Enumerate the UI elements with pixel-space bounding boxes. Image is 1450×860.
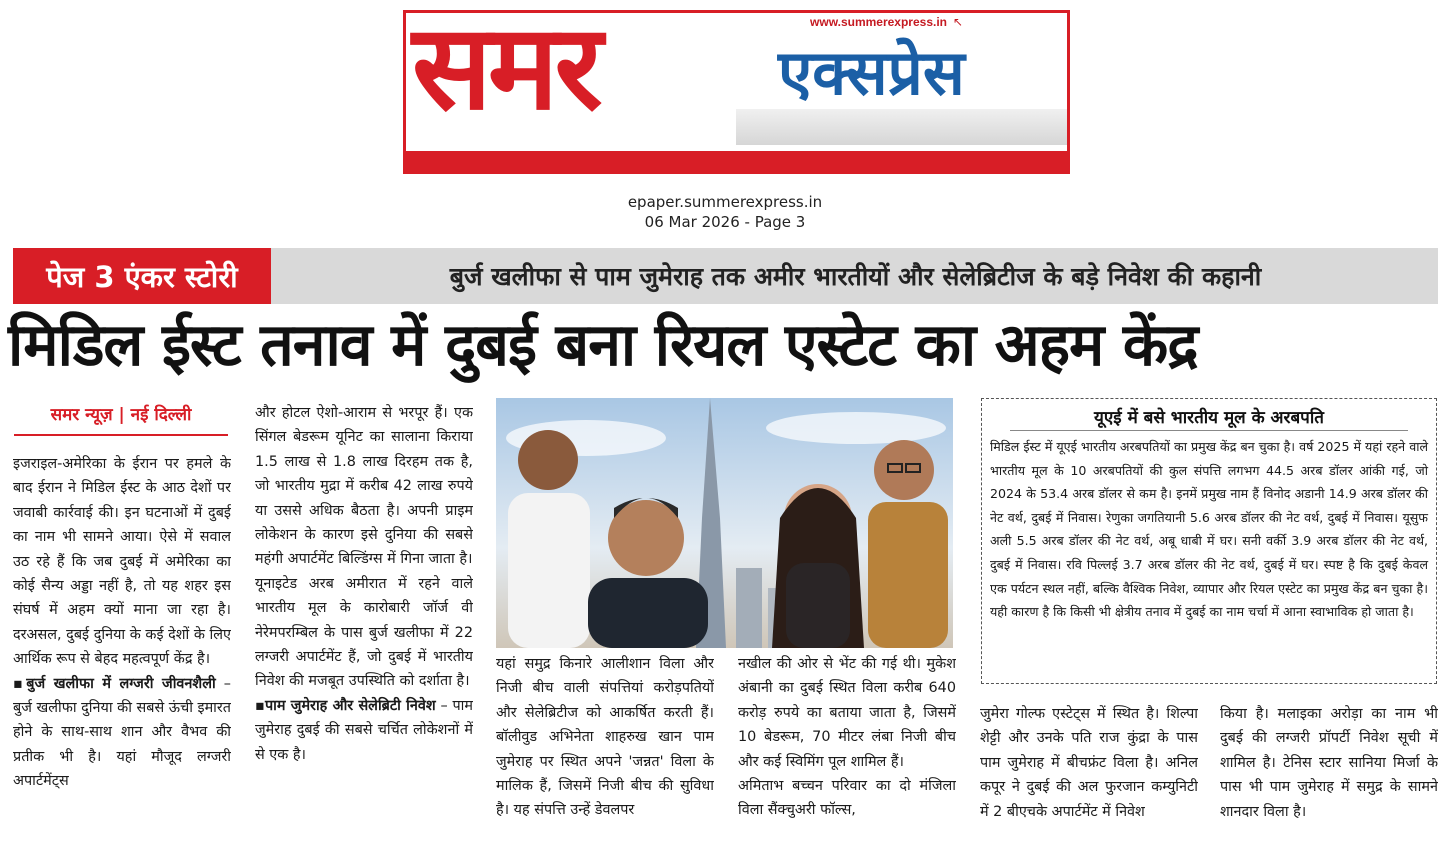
- article-column-1: [13, 452, 231, 857]
- article-paragraph: और होटल ऐशो-आराम से भरपूर हैं। एक सिंगल बेडरूम यूनिट का सालाना किराया 1.5 लाख से 1.8 लाख दिरहम तक है, जो भारतीय मुद्रा में करीब 42 लाख रुपये या उससे अधिक बैठता है। अपनी प्राइम लोकेशन के कारण इसे दुनिया की सबसे महंगी अपार्टमेंट बिल्डिंग्स में गिना जाता है।: [255, 405, 473, 568]
- photo-illustration: [496, 398, 953, 648]
- masthead-logo: [403, 0, 1070, 174]
- article-column-5: [980, 702, 1198, 857]
- story-byline: समर न्यूज़ | नई दिल्ली: [50, 405, 192, 425]
- box-body: मिडिल ईस्ट में यूएई भारतीय अरबपतियों का प्रमुख केंद्र बन चुका है। वर्ष 2025 में यहां रहने वाले भारतीय मूल के 10 अरबपतियों की कुल संपत्ति लगभग 44.5 अरब डॉलर आंकी गई, जो 2024 के 53.4 अरब डॉलर से कम है। इनमें प्रमुख नाम हैं विनोद अडानी 14.9 अरब डॉलर की नेट वर्थ, दुबई में निवास। रेणुका जगतियानी 5.6 अरब डॉलर की नेट वर्थ, दुबई में निवास। यूसुफ अली 5.5 अरब डॉलर की नेट वर्थ, अबू धाबी में घर। सनी वर्की 3.9 अरब डॉलर की नेट वर्थ, दुबई में निवास। रवि पिल्लई 3.7 अरब डॉलर की नेट वर्थ, दुबई में घर। स्पष्ट है कि दुबई केवल एक पर्यटन स्थल नहीं, बल्कि वैश्विक निवेश, व्यापार और रियल एस्टेट का प्रमुख केंद्र बन चुका है। यही कारण है कि किसी भी क्षेत्रीय तनाव में दुबई का नाम चर्चा में आना स्वाभाविक हो जाता है।: [990, 439, 1428, 620]
- article-paragraph: यूनाइटेड अरब अमीरात में रहने वाले भारतीय मूल के कारोबारी जॉर्ज वी नेरेमपरम्बिल के पास बुर्ज खलीफा में 22 लग्जरी अपार्टमेंट हैं, जो दुबई में भारतीय निवेश की मजबूत उपस्थिति को दर्शाता है।: [255, 575, 473, 690]
- story-kicker: बुर्ज खलीफा से पाम जुमेराह तक अमीर भारतीयों और सेलेब्रिटीज के बड़े निवेश की कहानी: [449, 262, 1262, 291]
- cursor-arrow-icon: ↖: [952, 15, 963, 29]
- box-title-rule: [1010, 430, 1408, 431]
- article-paragraph: – बुर्ज खलीफा दुनिया की सबसे ऊंची इमारत होने के साथ-साथ शान और वैभव की प्रतीक भी है। यहां मौजूद लग्जरी अपार्टमेंट्स: [13, 675, 231, 790]
- article-paragraph: इजराइल-अमेरिका के ईरान पर हमले के बाद ईरान ने मिडिल ईस्ट के आठ देशों पर जवाबी कार्रवाई की। इन घटनाओं में दुबई का नाम भी सामने आया। ऐसे में सवाल उठ रहे हैं कि जब दुबई में अमेरिका का कोई सैन्य अड्डा नहीं है, तो यह शहर इस संघर्ष में अहम क्यों माना जा रहा है। दरअसल, दुबई दुनिया के कई देशों के लिए आर्थिक रूप से बेहद महत्वपूर्ण केंद्र है।: [13, 456, 231, 668]
- article-paragraph: यहां समुद्र किनारे आलीशान विला और निजी बीच वाली संपत्तियां करोड़पतियों और सेलेब्रिटीज को आकर्षित करती हैं। बॉलीवुड अभिनेता शाहरुख खान पाम जुमेराह पर स्थित अपने 'जन्नत' विला के मालिक हैं, जिसमें निजी बीच की सुविधा है। यह संपत्ति उन्हें डेवलपर: [496, 656, 714, 819]
- article-column-2: [255, 401, 473, 857]
- masthead-website-link[interactable]: www.summerexpress.in: [810, 15, 947, 29]
- masthead-grey-band: [736, 109, 1067, 145]
- masthead-name-secondary: एक्सप्रेस: [778, 36, 965, 109]
- article-column-3: [496, 652, 714, 857]
- article-paragraph: किया है। मलाइका अरोड़ा का नाम भी दुबई की लग्जरी प्रॉपर्टी निवेश सूची में शामिल है। टेनिस स्टार सानिया मिर्जा के पास भी पाम जुमेराह में समुद्र के सामने शानदार विला है।: [1220, 706, 1438, 820]
- subheading: ▪बुर्ज खलीफा में लग्जरी जीवनशैली: [13, 675, 216, 692]
- article-paragraph: जुमेरा गोल्फ एस्टेट्स में स्थित है। शिल्पा शेट्टी और उनके पति राज कुंद्रा के पास पाम जुमेराह में बीचफ्रंट विला है। अनिल कपूर ने दुबई की अल फुरजान कम्युनिटी में 2 बीएचके अपार्टमेंट में निवेश: [980, 706, 1198, 820]
- article-column-6: [1220, 702, 1438, 857]
- article-column-4: [738, 652, 956, 857]
- section-tag: पेज 3 एंकर स्टोरी: [13, 248, 271, 304]
- masthead-name-primary: समर: [412, 0, 599, 136]
- article-paragraph: अमिताभ बच्चन परिवार का दो मंजिला विला सैंक्चुअरी फॉल्स,: [738, 778, 956, 819]
- edition-date-page: 06 Mar 2026 - Page 3: [644, 213, 806, 231]
- masthead-red-bar: [406, 151, 1067, 171]
- article-paragraph: नखील की ओर से भेंट की गई थी। मुकेश अंबानी का दुबई स्थित विला करीब 640 करोड़ रुपये का बताया जाता है, जिसमें 10 बेडरूम, 70 मीटर लंबा निजी बीच और कई स्विमिंग पूल शामिल हैं।: [738, 656, 956, 770]
- article-paragraph: – पाम जुमेराह दुबई की सबसे चर्चित लोकेशनों में से एक है।: [255, 697, 473, 763]
- edition-url[interactable]: epaper.summerexpress.in: [627, 193, 823, 211]
- story-photo: [496, 398, 953, 648]
- billionaires-box: [981, 398, 1437, 684]
- box-title: यूएई में बसे भारतीय मूल के अरबपति: [1094, 408, 1324, 428]
- story-headline: मिडिल ईस्ट तनाव में दुबई बना रियल एस्टेट का अहम केंद्र: [8, 310, 1198, 379]
- section-strip: [13, 248, 1438, 304]
- byline-divider: [14, 434, 228, 436]
- subheading: ▪पाम जुमेराह और सेलेब्रिटी निवेश: [255, 697, 436, 714]
